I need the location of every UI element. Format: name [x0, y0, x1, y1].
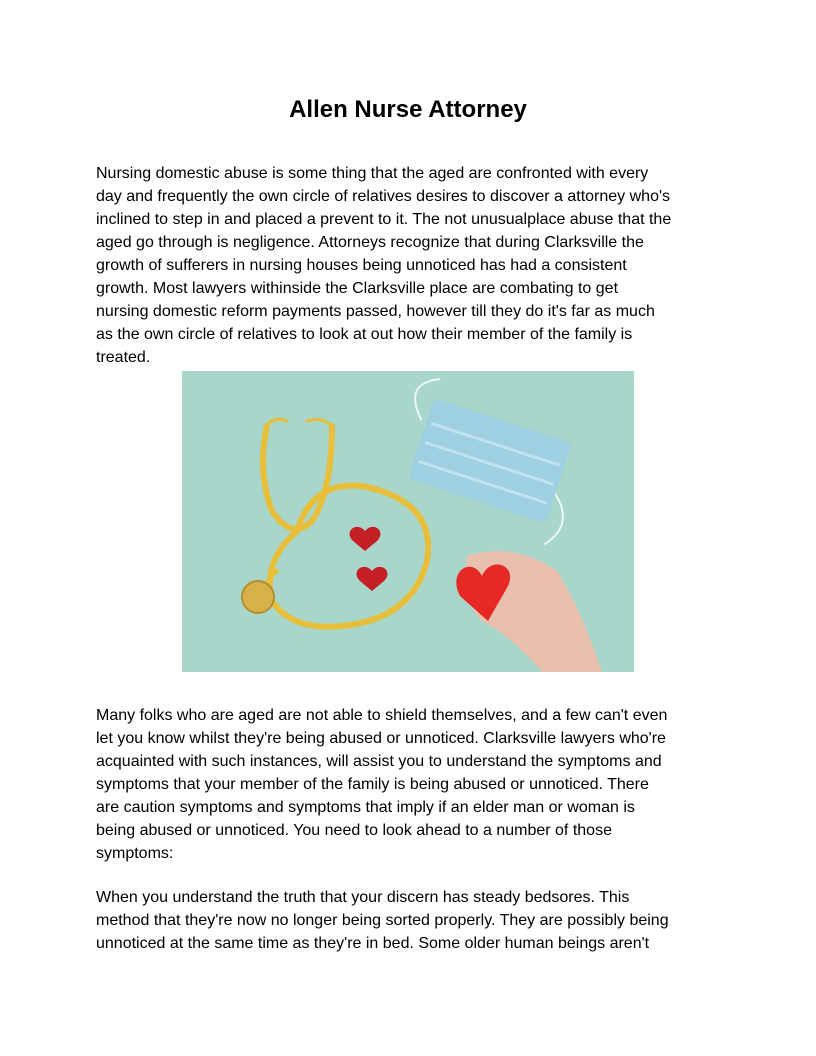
text-line: unnoticed at the same time as they're in bed. Some older human beings aren't	[96, 935, 650, 952]
text-line: acquainted with such instances, will assist you to understand the symptoms and	[96, 753, 662, 770]
text-line: symptoms that your member of the family is being abused or unnoticed. There	[96, 776, 649, 793]
medical-photo	[182, 371, 634, 672]
page-title: Allen Nurse Attorney	[289, 96, 527, 123]
text-line: day and frequently the own circle of relatives desires to discover a attorney who's	[96, 188, 671, 205]
paragraph-2	[96, 704, 736, 865]
text-line: growth. Most lawyers withinside the Clarksville place are combating to get	[96, 280, 619, 297]
text-line: let you know whilst they're being abused or unnoticed. Clarksville lawyers who're	[96, 730, 666, 747]
text-line: being abused or unnoticed. You need to look ahead to a number of those	[96, 822, 612, 839]
text-line: are caution symptoms and symptoms that imply if an elder man or woman is	[96, 799, 635, 816]
chest-piece	[242, 581, 274, 613]
text-line: growth of sufferers in nursing houses being unnoticed has had a consistent	[96, 257, 627, 274]
text-line: Many folks who are aged are not able to shield themselves, and a few can't even	[96, 707, 668, 724]
text-line: inclined to step in and placed a prevent to it. The not unusualplace abuse that the	[96, 211, 672, 228]
text-line: nursing domestic reform payments passed, however till they do it's far as much	[96, 303, 655, 320]
text-line: as the own circle of relatives to look at out how their member of the family is	[96, 326, 633, 343]
text-line: When you understand the truth that your discern has steady bedsores. This	[96, 889, 630, 906]
text-line: method that they're now no longer being sorted properly. They are possibly being	[96, 912, 669, 929]
text-line: treated.	[96, 349, 151, 366]
text-line: Nursing domestic abuse is some thing that the aged are confronted with every	[96, 165, 649, 182]
paragraph-3	[96, 886, 736, 955]
paragraph-1	[96, 162, 736, 369]
text-line: symptoms:	[96, 845, 174, 862]
text-line: aged go through is negligence. Attorneys recognize that during Clarksville the	[96, 234, 644, 251]
